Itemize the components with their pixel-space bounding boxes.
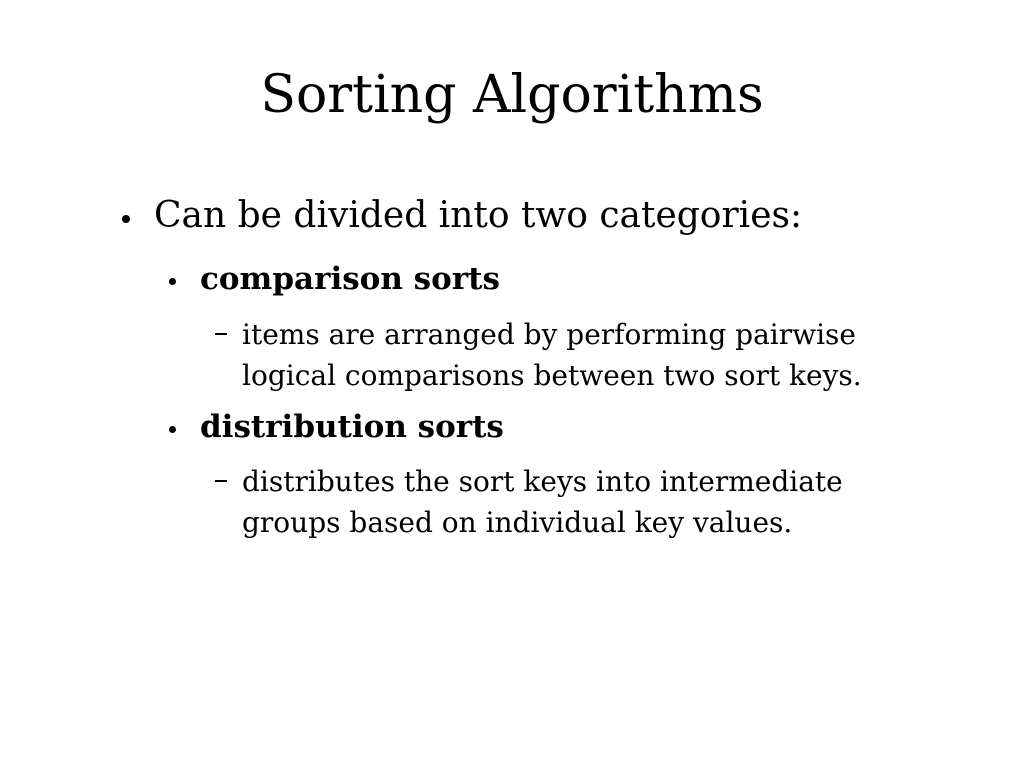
bullet-dot-icon — [122, 215, 130, 223]
bullet-dot-icon — [169, 426, 176, 433]
slide-title: Sorting Algorithms — [260, 65, 764, 125]
dash-icon — [215, 480, 227, 482]
category-description — [242, 314, 922, 396]
description-line: distributes the sort keys into intermediate — [242, 465, 843, 498]
main-bullet — [122, 192, 802, 240]
dash-icon — [215, 333, 227, 335]
category-item-comparison-sorts — [169, 258, 500, 300]
category-name: distribution sorts — [200, 409, 504, 445]
category-description-comparison-sorts — [215, 314, 922, 396]
description-line: logical comparisons between two sort keys. — [242, 359, 862, 392]
category-name: comparison sorts — [200, 261, 500, 297]
category-item-distribution-sorts — [169, 406, 504, 448]
main-bullet-text: Can be divided into two categories: — [154, 195, 803, 236]
category-description-distribution-sorts — [215, 461, 922, 543]
bullet-dot-icon — [169, 278, 176, 285]
description-line: groups based on individual key values. — [242, 506, 793, 539]
description-line: items are arranged by performing pairwise — [242, 318, 856, 351]
category-description — [242, 461, 922, 543]
